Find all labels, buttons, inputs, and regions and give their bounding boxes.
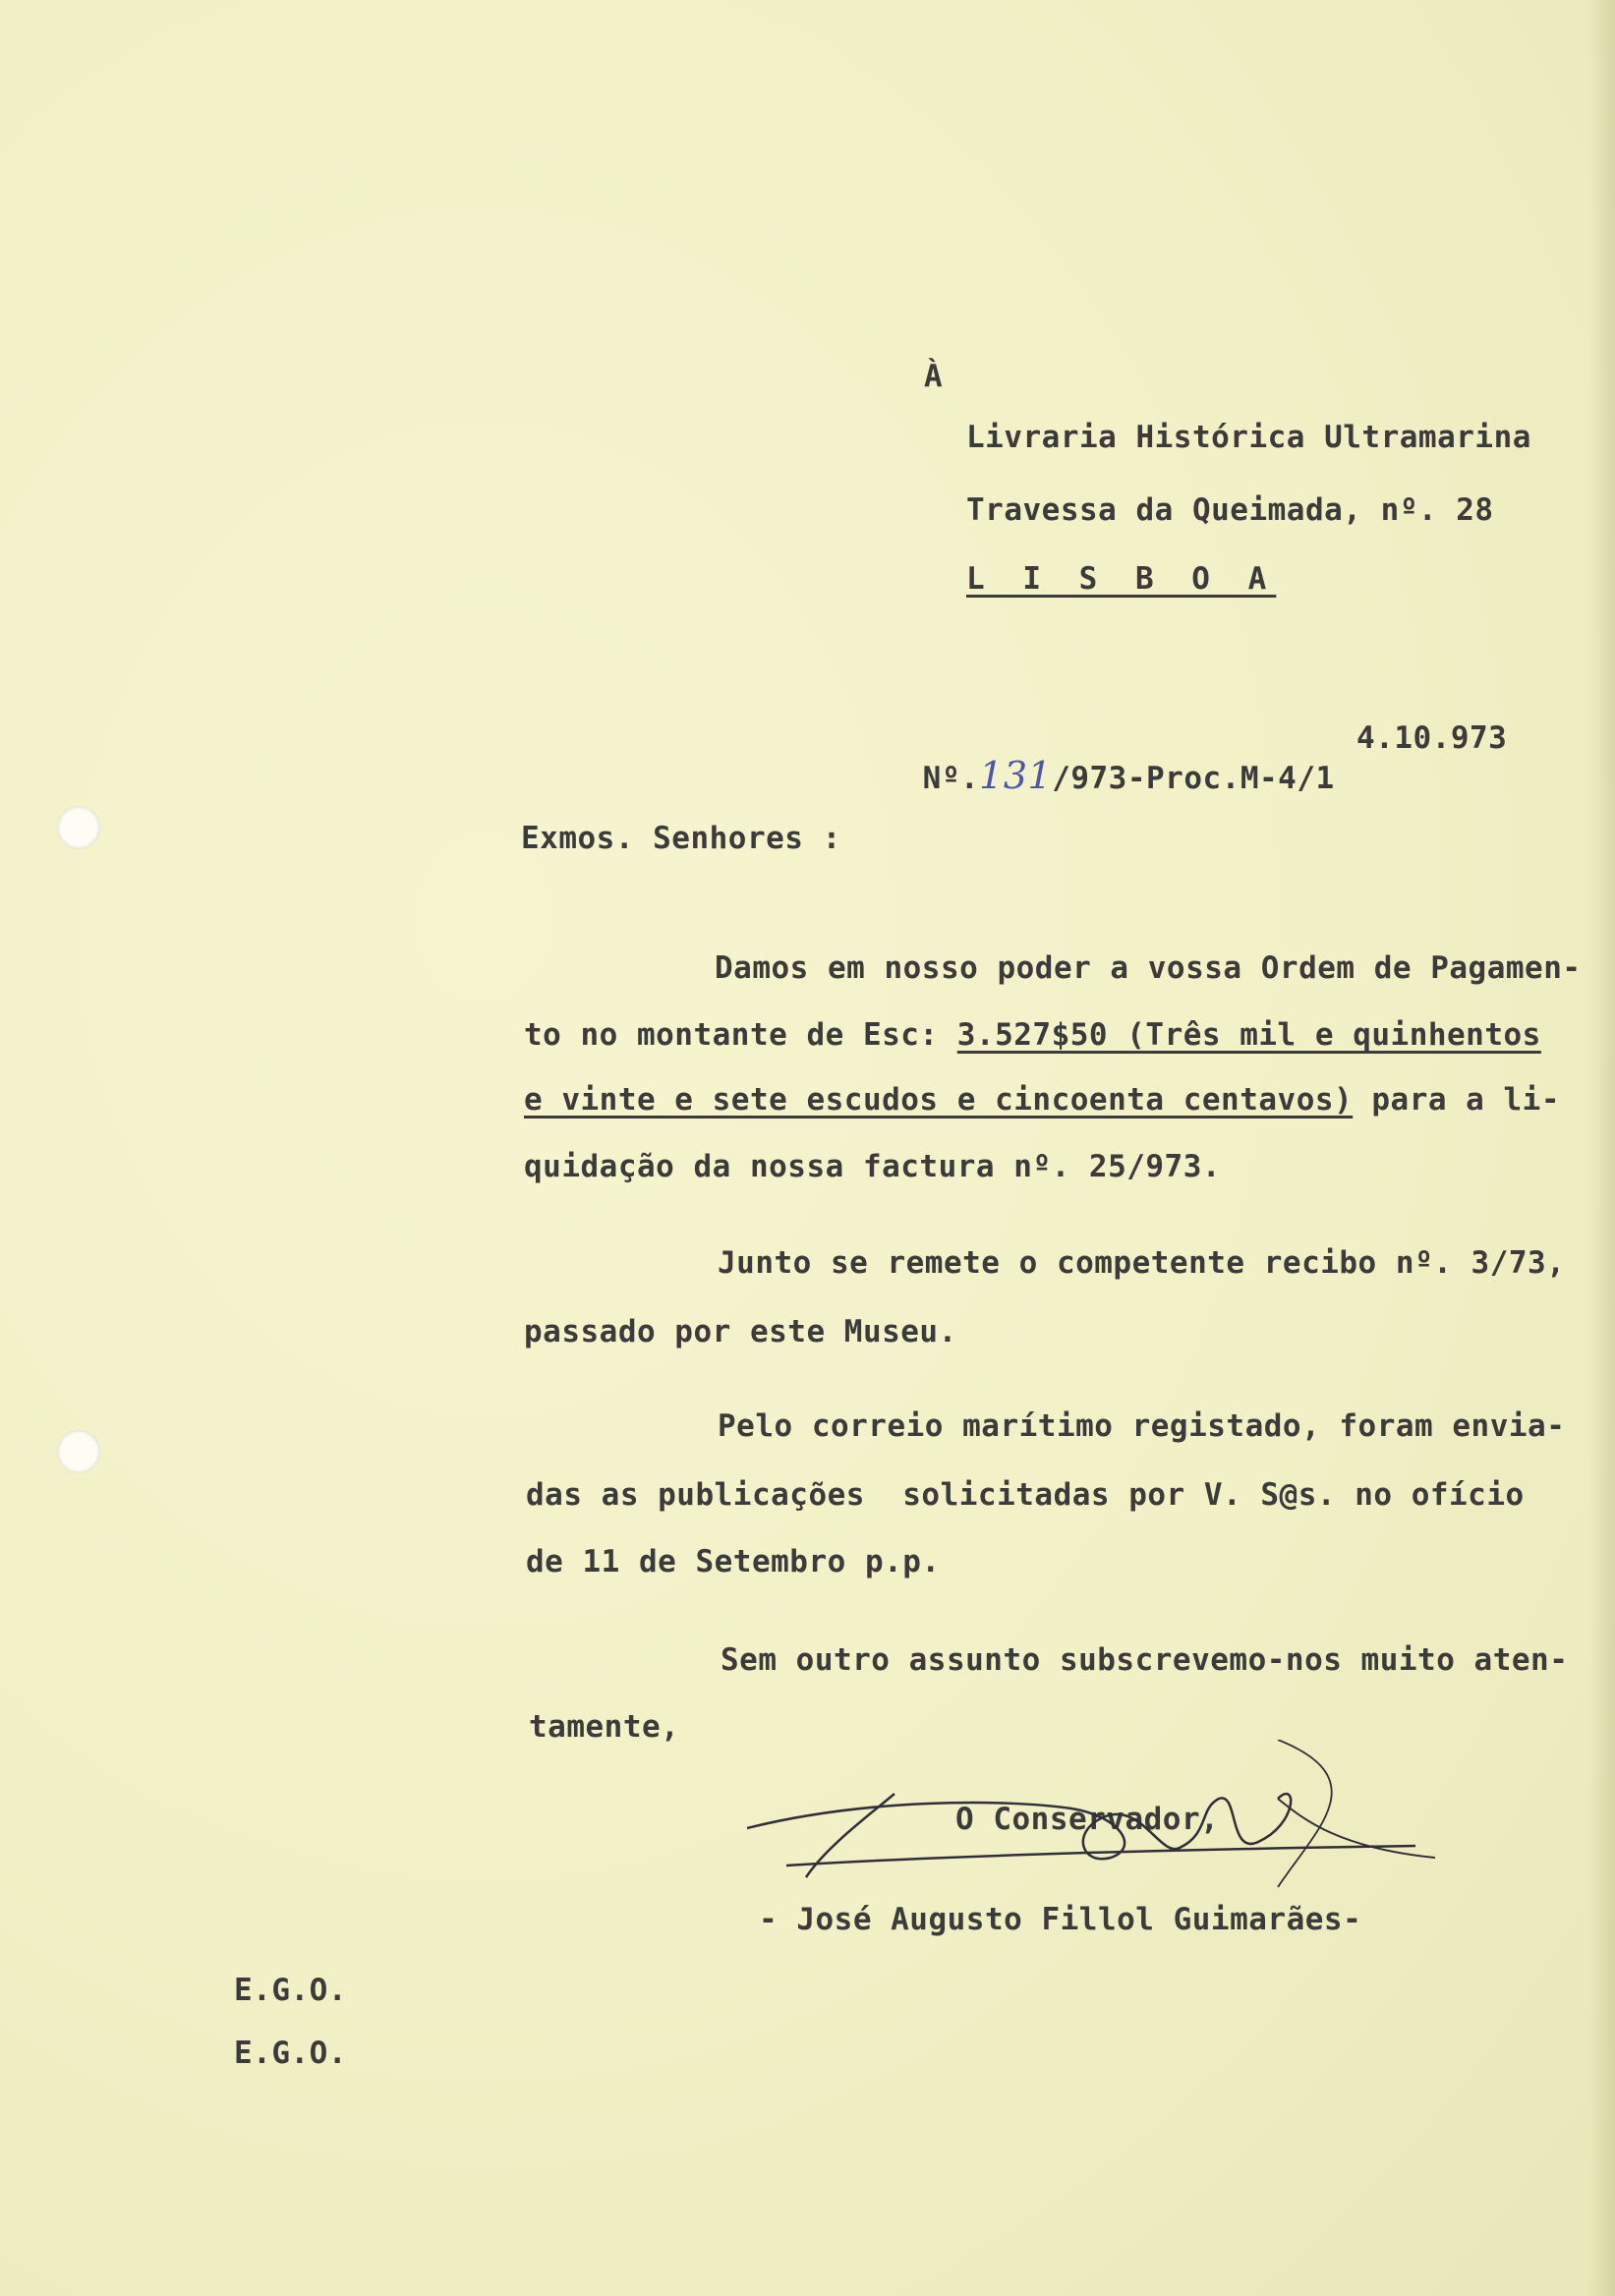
- body-p1-line2: [524, 1016, 1541, 1054]
- reference-line: [847, 719, 1335, 834]
- body-p1-line1: Damos em nosso poder a vossa Ordem de Pagamen-: [715, 950, 1582, 986]
- salutation-to: À: [924, 359, 944, 394]
- body-p1-line4: quidação da nossa factura nº. 25/973.: [524, 1149, 1222, 1184]
- body-p4-line2: tamente,: [529, 1709, 680, 1745]
- reference-suffix: /973-Proc.M-4/1: [1052, 761, 1335, 796]
- initials-1: E.G.O.: [234, 1973, 347, 2008]
- body-p1-line3-text: para a li-: [1353, 1082, 1561, 1118]
- amount-words-underlined: e vinte e sete escudos e cincoenta centavos): [524, 1082, 1354, 1118]
- handwritten-reference-number: 131: [979, 754, 1053, 797]
- punch-hole-top: [57, 806, 100, 849]
- amount-underlined: 3.527$50 (Três mil e quinhentos: [956, 1017, 1541, 1053]
- body-p3-line2: das as publicações solicitadas por V. S@s. no ofício: [526, 1477, 1525, 1513]
- recipient-city: L I S B O A: [966, 561, 1277, 597]
- letter-date: 4.10.973: [1356, 720, 1508, 756]
- punch-hole-bottom: [57, 1430, 100, 1473]
- greeting: Exmos. Senhores :: [521, 821, 841, 856]
- signoff-title: O Conservador,: [955, 1802, 1220, 1837]
- paper-edge-shadow: [1589, 0, 1615, 2296]
- signatory-name: - José Augusto Fillol Guimarães-: [759, 1902, 1362, 1937]
- recipient-name: Livraria Histórica Ultramarina: [966, 420, 1531, 455]
- body-p2-line1: Junto se remete o competente recibo nº. 3/73,: [718, 1245, 1566, 1281]
- reference-prefix: Nº.: [922, 761, 980, 796]
- body-p1-line3: [524, 1081, 1560, 1119]
- body-p3-line3: de 11 de Setembro p.p.: [526, 1544, 941, 1579]
- handwritten-signature: [747, 1740, 1435, 1907]
- initials-2: E.G.O.: [234, 2036, 347, 2071]
- body-p3-line1: Pelo correio marítimo registado, foram envia-: [718, 1408, 1566, 1444]
- recipient-address: Travessa da Queimada, nº. 28: [966, 492, 1494, 528]
- body-p2-line2: passado por este Museu.: [524, 1314, 957, 1349]
- body-p1-line2-text: to no montante de Esc:: [524, 1017, 957, 1053]
- body-p4-line1: Sem outro assunto subscrevemo-nos muito aten-: [721, 1642, 1569, 1678]
